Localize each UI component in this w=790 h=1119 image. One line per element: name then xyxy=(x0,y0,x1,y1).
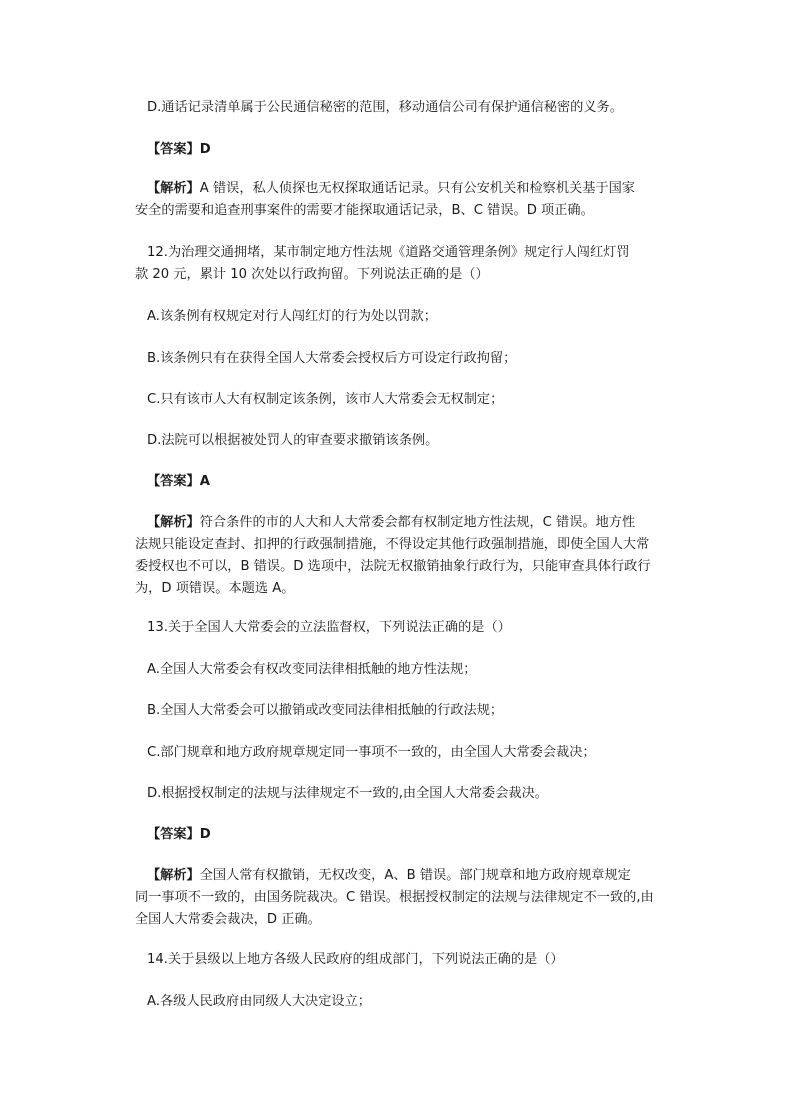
explanation-label: 【解析】 xyxy=(147,515,200,530)
option-a-q13: A.全国人大常委会有权改变同法律相抵触的地方性法规； xyxy=(147,662,477,677)
option-c-q12: C.只有该市人大有权制定该条例，该市人大常委会无权制定； xyxy=(147,392,504,407)
option-c-q13: C.部门规章和地方政府规章规定同一事项不一致的，由全国人大常委会裁决； xyxy=(147,745,596,760)
explanation-q11: 【解析】A 错误，私人侦探也无权探取通话记录。只有公安机关和检察机关基于国家 安全的需要和追查刑事案件的需要才能探取通话记录，B、C 错误。D 项正确。 xyxy=(135,181,635,218)
question-12: 12.为治理交通拥堵，某市制定地方性法规《道路交通管理条例》规定行人闯红灯罚 款 20 元，累计 10 次处以行政拘留。下列说法正确的是（） xyxy=(135,245,630,282)
question-13: 13.关于全国人大常委会的立法监督权，下列说法正确的是（） xyxy=(147,620,511,635)
question-14: 14.关于县级以上地方各级人民政府的组成部门，下列说法正确的是（） xyxy=(147,952,564,967)
option-d-q12: D.法院可以根据被处罚人的审查要求撤销该条例。 xyxy=(147,433,439,448)
option-d-q13: D.根据授权制定的法规与法律规定不一致的,由全国人大常委会裁决。 xyxy=(147,786,548,801)
explanation-label: 【解析】 xyxy=(147,868,200,883)
answer-q11: 【答案】D xyxy=(147,142,211,157)
answer-q12: 【答案】A xyxy=(147,474,210,489)
answer-q13: 【答案】D xyxy=(147,827,211,842)
option-b-q13: B.全国人大常委会可以撤销或改变同法律相抵触的行政法规； xyxy=(147,703,504,718)
option-d-q11: D.通话记录清单属于公民通信秘密的范围，移动通信公司有保护通信秘密的义务。 xyxy=(147,100,623,115)
option-a-q14: A.各级人民政府由同级人大决定设立； xyxy=(147,994,371,1009)
explanation-q13: 【解析】全国人常有权撤销，无权改变，A、B 错误。部门规章和地方政府规章规定 同一事项不一致的，由国务院裁决。C 错误。根据授权制定的法规与法律规定不一致的,由 全国人大常委会裁决，D 正确。 xyxy=(135,868,654,927)
option-b-q12: B.该条例只有在获得全国人大常委会授权后方可设定行政拘留； xyxy=(147,351,517,366)
explanation-q12: 【解析】符合条件的市的人大和人大常委会都有权制定地方性法规，C 错误。地方性 法规只能设定查封、扣押的行政强制措施，不得设定其他行政强制措施，即使全国人大常 委授权也不可以，B 错误。D 选项中，法院无权撤销抽象行政行为，只能审查具体行政行 为，D 项错误。本题选 A。 xyxy=(135,515,651,596)
option-a-q12: A.该条例有权规定对行人闯红灯的行为处以罚款； xyxy=(147,309,437,324)
explanation-label: 【解析】 xyxy=(147,181,200,196)
